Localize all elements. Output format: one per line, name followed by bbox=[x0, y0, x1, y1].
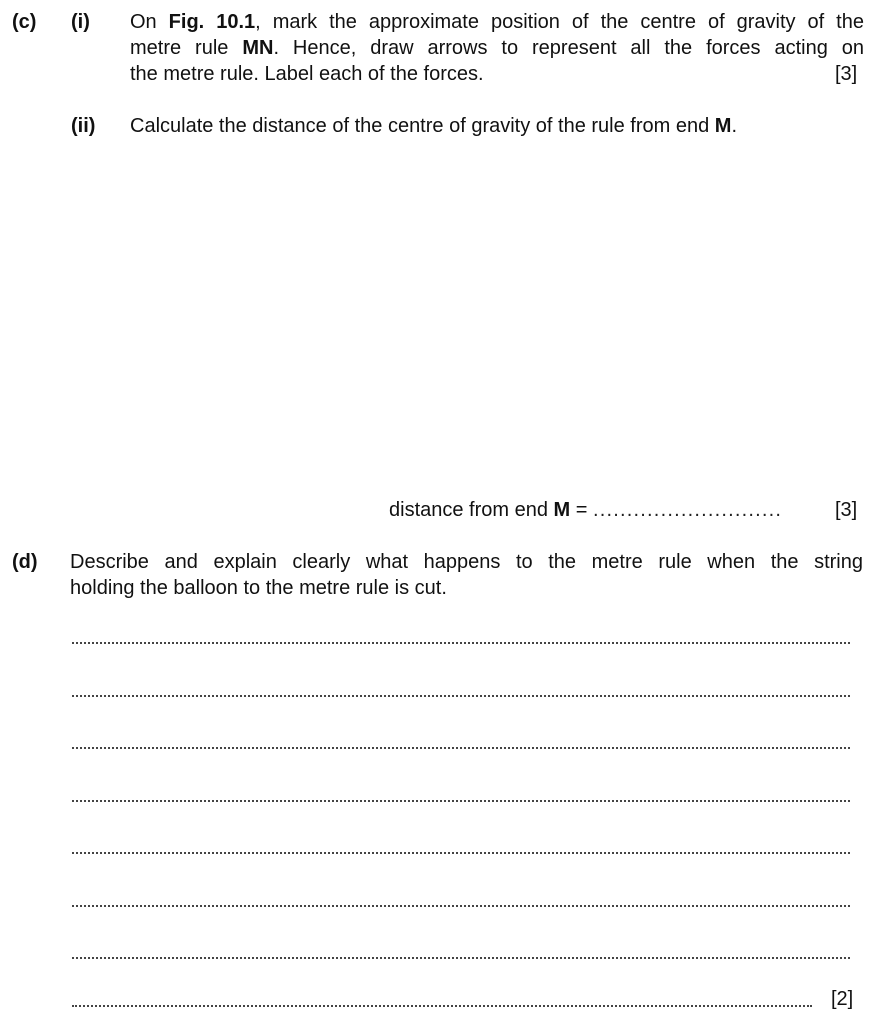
d-answer-line-7[interactable] bbox=[72, 953, 850, 959]
rule-mn: MN bbox=[242, 37, 274, 59]
answer-label-m: M bbox=[553, 499, 571, 521]
d-answer-line-6[interactable] bbox=[72, 901, 850, 907]
part-c-i-label: (i) bbox=[71, 11, 90, 33]
d-answer-line-8[interactable] bbox=[72, 1001, 812, 1007]
d-line-2: holding the balloon to the metre rule is cut. bbox=[70, 577, 447, 599]
c-i-line-2-c: . Hence, draw arrows to represent all the forces acting on bbox=[273, 37, 864, 59]
c-ii-question bbox=[130, 113, 737, 139]
distance-answer-field[interactable]: ............................ bbox=[593, 499, 783, 521]
part-c-label: (c) bbox=[12, 11, 37, 33]
c-i-line-3: the metre rule. Label each of the forces. bbox=[130, 63, 484, 85]
d-marks: [2] bbox=[831, 988, 854, 1010]
fig-ref: Fig. 10.1 bbox=[168, 11, 256, 33]
part-c-ii-label: (ii) bbox=[71, 115, 96, 137]
c-i-line-1 bbox=[130, 9, 864, 35]
c-i-line-1-a: On bbox=[130, 11, 169, 33]
d-answer-line-2[interactable] bbox=[72, 691, 850, 697]
end-m: M bbox=[714, 115, 732, 137]
answer-label-eq: = bbox=[570, 499, 593, 521]
d-answer-line-3[interactable] bbox=[72, 743, 850, 749]
c-i-line-1-c: , mark the approximate position of the centre of gravity of the bbox=[255, 11, 864, 33]
c-ii-text-c: . bbox=[731, 115, 737, 137]
c-i-line-2 bbox=[130, 35, 864, 61]
answer-label-a: distance from end bbox=[389, 499, 554, 521]
d-answer-line-1[interactable] bbox=[72, 638, 850, 644]
c-ii-marks: [3] bbox=[835, 499, 858, 521]
c-i-marks: [3] bbox=[835, 63, 858, 85]
d-answer-line-5[interactable] bbox=[72, 848, 850, 854]
d-line-1: Describe and explain clearly what happens to the metre rule when the string bbox=[70, 551, 863, 573]
d-answer-line-4[interactable] bbox=[72, 796, 850, 802]
distance-answer-line bbox=[389, 497, 782, 523]
part-d-label: (d) bbox=[12, 551, 38, 573]
c-ii-text-a: Calculate the distance of the centre of gravity of the rule from end bbox=[130, 115, 715, 137]
c-i-line-2-a: metre rule bbox=[130, 37, 243, 59]
